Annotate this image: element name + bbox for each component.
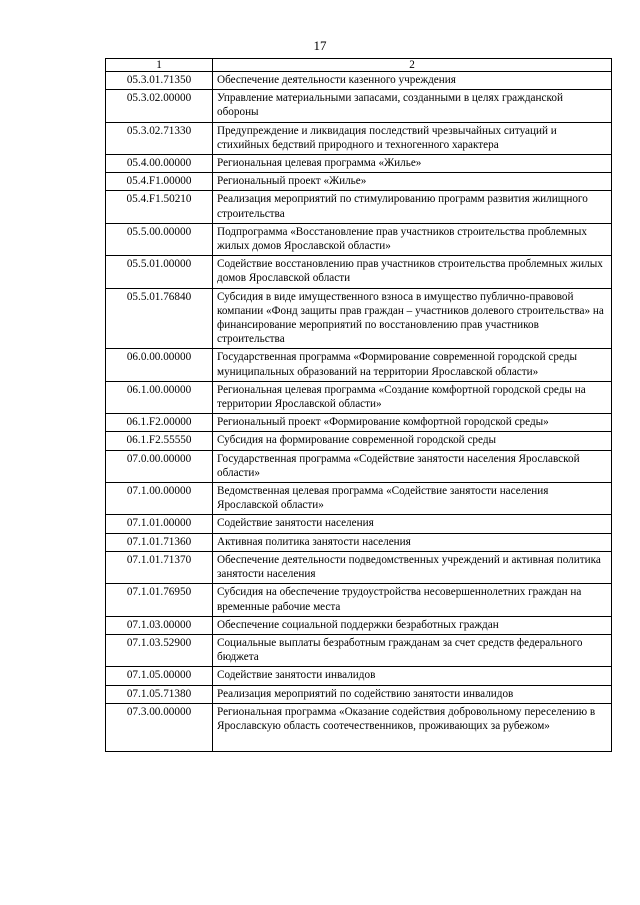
target-code-cell: 06.0.00.00000 [106,349,213,381]
table-row [106,533,612,551]
target-name-cell: Субсидия на обеспечение трудоустройства несовершеннолетних граждан на временные рабочие места [213,584,612,616]
table-row [106,667,612,685]
table-row [106,90,612,122]
table-row [106,432,612,450]
target-name-cell: Региональная целевая программа «Жилье» [213,155,612,173]
target-code-cell: 05.3.01.71350 [106,72,213,90]
table-row [106,551,612,583]
target-name-cell: Активная политика занятости населения [213,533,612,551]
target-name-cell: Реализация мероприятий по стимулированию программ развития жилищного строительства [213,191,612,223]
target-code-cell: 07.1.05.00000 [106,667,213,685]
target-code-cell: 05.4.00.00000 [106,155,213,173]
target-name-cell: Управление материальными запасами, созданными в целях гражданской обороны [213,90,612,122]
budget-classification-table [105,58,612,752]
target-name-cell: Содействие занятости инвалидов [213,667,612,685]
target-code-cell: 05.3.02.00000 [106,90,213,122]
target-code-cell: 07.1.00.00000 [106,483,213,515]
target-name-cell: Предупреждение и ликвидация последствий чрезвычайных ситуаций и стихийных бедствий природного и техногенного характера [213,122,612,154]
table-row [106,450,612,482]
table-row [106,173,612,191]
page-number: 17 [313,38,327,53]
target-code-cell: 07.1.01.76950 [106,584,213,616]
target-code-cell: 07.1.01.00000 [106,515,213,533]
table-row [106,349,612,381]
column-header-name: 2 [213,59,612,72]
table-row [106,685,612,703]
table-row [106,223,612,255]
target-name-cell: Обеспечение социальной поддержки безработных граждан [213,616,612,634]
target-name-cell: Обеспечение деятельности подведомственных учреждений и активная политика занятости населения [213,551,612,583]
target-name-cell: Субсидия в виде имущественного взноса в имущество публично-правовой компании «Фонд защиты прав граждан – участников долевого строительства» на финансирование мероприятий по восстановлению прав участников строительства [213,288,612,349]
table-row [106,584,612,616]
target-code-cell: 07.1.01.71360 [106,533,213,551]
target-code-cell: 07.1.01.71370 [106,551,213,583]
target-code-cell: 06.1.F2.55550 [106,432,213,450]
target-name-cell: Ведомственная целевая программа «Содействие занятости населения Ярославской области» [213,483,612,515]
column-header-code: 1 [106,59,213,72]
header-row [106,59,612,72]
target-name-cell: Подпрограмма «Восстановление прав участников строительства проблемных жилых домов Ярославской области» [213,223,612,255]
target-code-cell: 07.1.03.00000 [106,616,213,634]
target-name-cell: Обеспечение деятельности казенного учреждения [213,72,612,90]
target-code-cell: 06.1.F2.00000 [106,414,213,432]
target-name-cell: Региональный проект «Жилье» [213,173,612,191]
target-name-cell: Содействие восстановлению прав участников строительства проблемных жилых домов Ярославской области [213,256,612,288]
table-row [106,703,612,751]
target-name-cell: Государственная программа «Формирование современной городской среды муниципальных образований на территории Ярославской области» [213,349,612,381]
target-code-cell: 07.1.03.52900 [106,634,213,666]
target-code-cell: 07.1.05.71380 [106,685,213,703]
table-row [106,616,612,634]
target-name-cell: Реализация мероприятий по содействию занятости инвалидов [213,685,612,703]
target-name-cell: Региональный проект «Формирование комфортной городской среды» [213,414,612,432]
target-code-cell: 05.4.F1.00000 [106,173,213,191]
target-code-cell: 07.0.00.00000 [106,450,213,482]
table-row [106,72,612,90]
target-name-cell: Региональная целевая программа «Создание комфортной городской среды на территории Ярославской области» [213,381,612,413]
table-row [106,122,612,154]
target-code-cell: 05.5.00.00000 [106,223,213,255]
table-row [106,191,612,223]
target-code-cell: 07.3.00.00000 [106,703,213,751]
table-row [106,256,612,288]
target-code-cell: 05.4.F1.50210 [106,191,213,223]
target-name-cell: Субсидия на формирование современной городской среды [213,432,612,450]
table-row [106,634,612,666]
target-code-cell: 05.5.01.00000 [106,256,213,288]
target-name-cell: Содействие занятости населения [213,515,612,533]
target-name-cell: Государственная программа «Содействие занятости населения Ярославской области» [213,450,612,482]
table-row [106,288,612,349]
target-code-cell: 05.5.01.76840 [106,288,213,349]
target-name-cell: Региональная программа «Оказание содействия добровольному переселению в Ярославскую область соотечественников, проживающих за рубежом» [213,703,612,751]
table-row [106,483,612,515]
target-code-cell: 05.3.02.71330 [106,122,213,154]
target-code-cell: 06.1.00.00000 [106,381,213,413]
table-row [106,155,612,173]
target-name-cell: Социальные выплаты безработным гражданам за счет средств федерального бюджета [213,634,612,666]
table-row [106,414,612,432]
table-row [106,515,612,533]
table-row [106,381,612,413]
